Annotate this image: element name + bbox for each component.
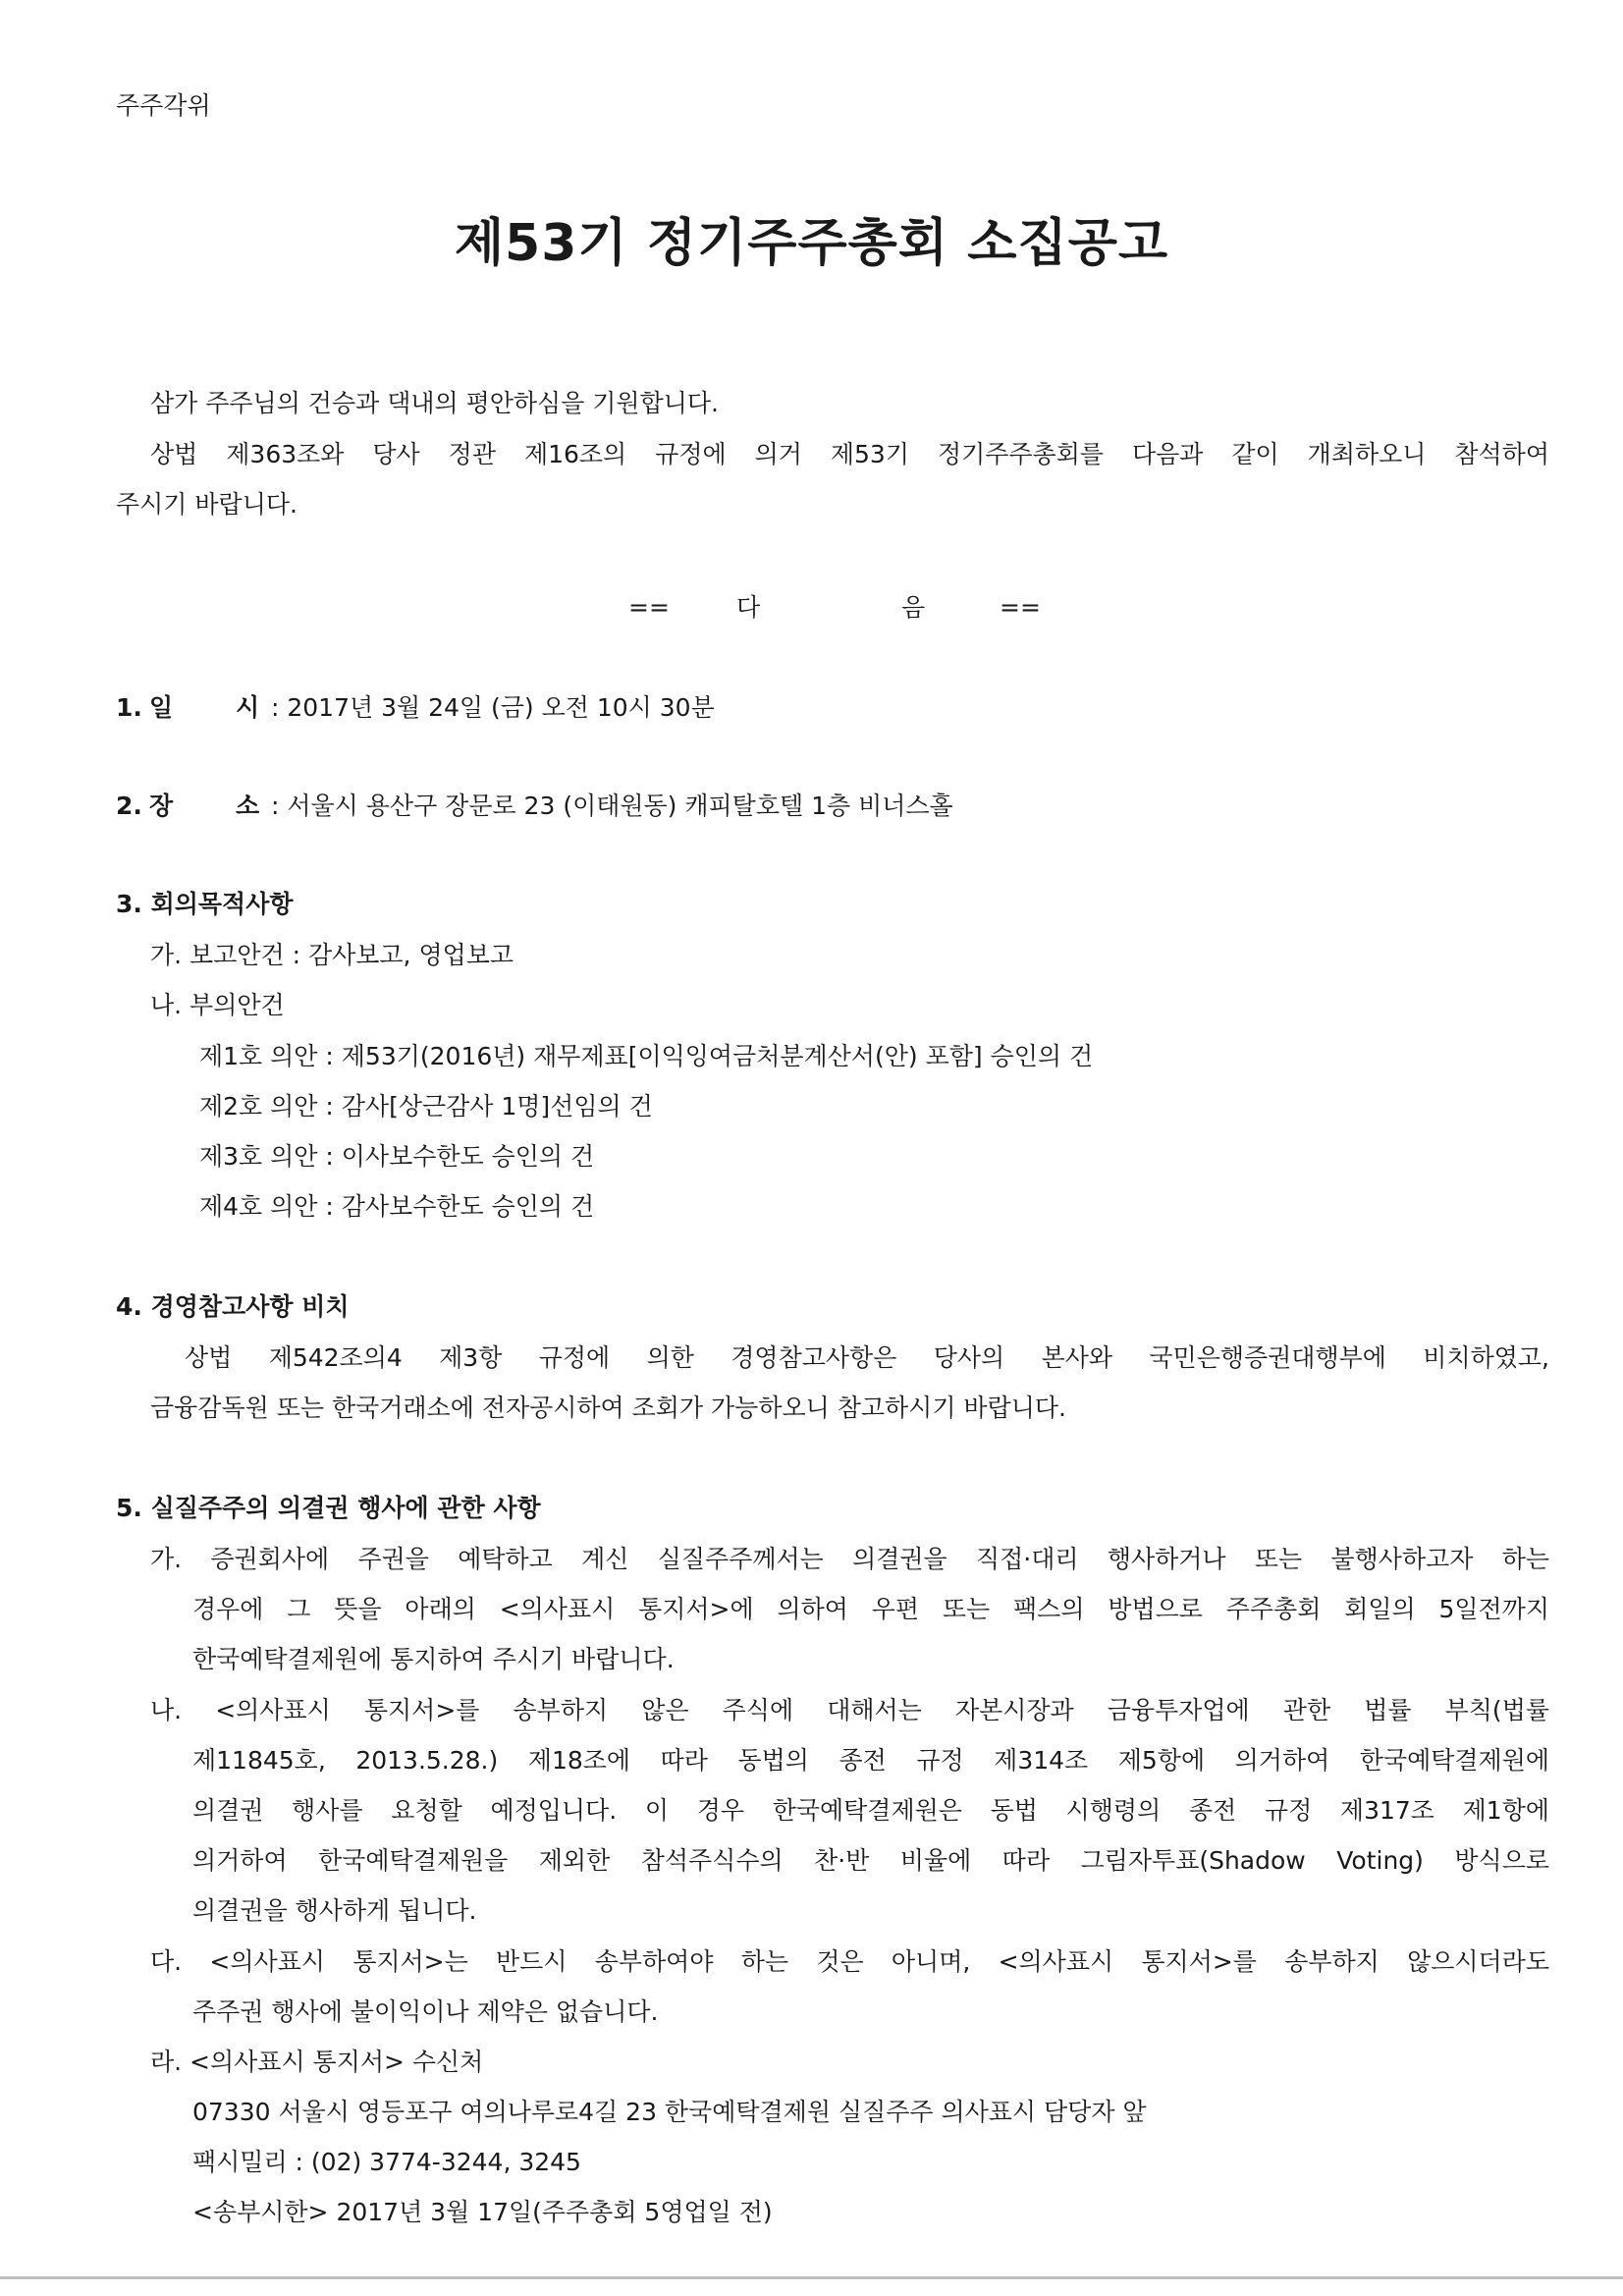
agenda-item-3: 제3호 의안 : 이사보수한도 승인의 건: [199, 1142, 595, 1171]
item-5-na-line-1: 나. <의사표시 통지서>를 송부하지 않은 주식에 대해서는 자본시장과 금융투자업에 관한 법률 부칙(법률: [150, 1696, 1549, 1724]
item-5-ga-line-1: 가. 증권회사에 주권을 예탁하고 계신 실질주주께서는 의결권을 직접·대리 행사하거나 또는 불행사하고자 하는: [150, 1545, 1549, 1573]
submission-deadline: <송부시한> 2017년 3월 17일(주주총회 5영업일 전): [192, 2198, 773, 2226]
item-5-da-line-1: 다. <의사표시 통지서>는 반드시 송부하여야 하는 것은 아니며, <의사표시 통지서>를 송부하지 않으시더라도: [150, 1947, 1549, 1976]
bottom-scan-edge: [0, 2276, 1623, 2279]
item-5-na-line-3: 의결권 행사를 요청할 예정입니다. 이 경우 한국예탁결제원은 동법 시행령의 종전 규정 제317조 제1항에: [192, 1796, 1549, 1825]
item-2-label-b: 소: [236, 792, 260, 820]
item-5-da-line-2: 주주권 행사에 불이익이나 제약은 없습니다.: [192, 1997, 659, 2026]
item-4-heading: 4. 경영참고사항 비치: [116, 1292, 350, 1321]
divider-word-1: 다: [736, 593, 761, 622]
divider-right: ==: [1000, 593, 1041, 622]
item-5-ga-line-2: 경우에 그 뜻을 아래의 <의사표시 통지서>에 의하여 우편 또는 팩스의 방법으로 주주총회 회일의 5일전까지: [192, 1595, 1549, 1623]
item-2-text: : 서울시 용산구 장문로 23 (이태원동) 캐피탈호텔 1층 비너스홀: [271, 792, 953, 820]
agenda-item-1: 제1호 의안 : 제53기(2016년) 재무제표[이익잉여금처분계산서(안) 포함] 승인의 건: [199, 1042, 1094, 1070]
item-5-ga-line-3: 한국예탁결제원에 통지하여 주시기 바랍니다.: [192, 1645, 675, 1673]
item-4-line-1: 상법 제542조의4 제3항 규정에 의한 경영참고사항은 당사의 본사와 국민은행증권대행부에 비치하였고,: [185, 1343, 1549, 1372]
item-5-na-line-4: 의거하여 한국예탁결제원을 제외한 참석주식수의 찬·반 비율에 따라 그림자투표(Shadow Voting) 방식으로: [192, 1846, 1549, 1875]
item-5-heading: 5. 실질주주의 의결권 행사에 관한 사항: [116, 1494, 541, 1522]
intro-line-3: 주시기 바랍니다.: [116, 490, 298, 519]
agenda-item-4: 제4호 의안 : 감사보수한도 승인의 건: [199, 1192, 595, 1221]
item-1-label-a: 일: [149, 693, 174, 722]
salutation: 주주각위: [116, 91, 211, 120]
item-4-line-2: 금융감독원 또는 한국거래소에 전자공시하여 조회가 가능하오니 참고하시기 바랍니다.: [150, 1394, 1066, 1422]
item-1-number: 1.: [116, 693, 142, 722]
divider-word-2: 음: [901, 593, 926, 622]
item-3-report-agenda: 가. 보고안건 : 감사보고, 영업보고: [150, 941, 514, 969]
page-title: 제53기 정기주주총회 소집공고: [454, 214, 1169, 273]
item-5-ra-heading: 라. <의사표시 통지서> 수신처: [150, 2048, 484, 2076]
item-5-na-line-5: 의결권을 행사하게 됩니다.: [192, 1896, 477, 1925]
item-3-resolution-heading: 나. 부의안건: [150, 991, 285, 1019]
intro-line-2: 상법 제363조와 당사 정관 제16조의 규정에 의거 제53기 정기주주총회를 다음과 같이 개최하오니 참석하여: [150, 440, 1549, 468]
divider-left: ==: [628, 593, 670, 622]
item-2-number: 2.: [116, 792, 142, 820]
recipient-fax: 팩시밀리 : (02) 3774-3244, 3245: [192, 2148, 581, 2176]
recipient-address: 07330 서울시 영등포구 여의나루로4길 23 한국예탁결제원 실질주주 의사표시 담당자 앞: [192, 2098, 1147, 2126]
item-1-text: : 2017년 3월 24일 (금) 오전 10시 30분: [271, 693, 715, 722]
intro-line-1: 삼가 주주님의 건승과 댁내의 평안하심을 기원합니다.: [150, 389, 719, 417]
item-5-na-line-2: 제11845호, 2013.5.28.) 제18조에 따라 동법의 종전 규정 제314조 제5항에 의거하여 한국예탁결제원에: [192, 1746, 1549, 1775]
item-1-label-b: 시: [236, 693, 260, 722]
item-3-heading: 3. 회의목적사항: [116, 890, 294, 918]
item-2-label-a: 장: [149, 792, 174, 820]
agenda-item-2: 제2호 의안 : 감사[상근감사 1명]선임의 건: [199, 1092, 653, 1121]
